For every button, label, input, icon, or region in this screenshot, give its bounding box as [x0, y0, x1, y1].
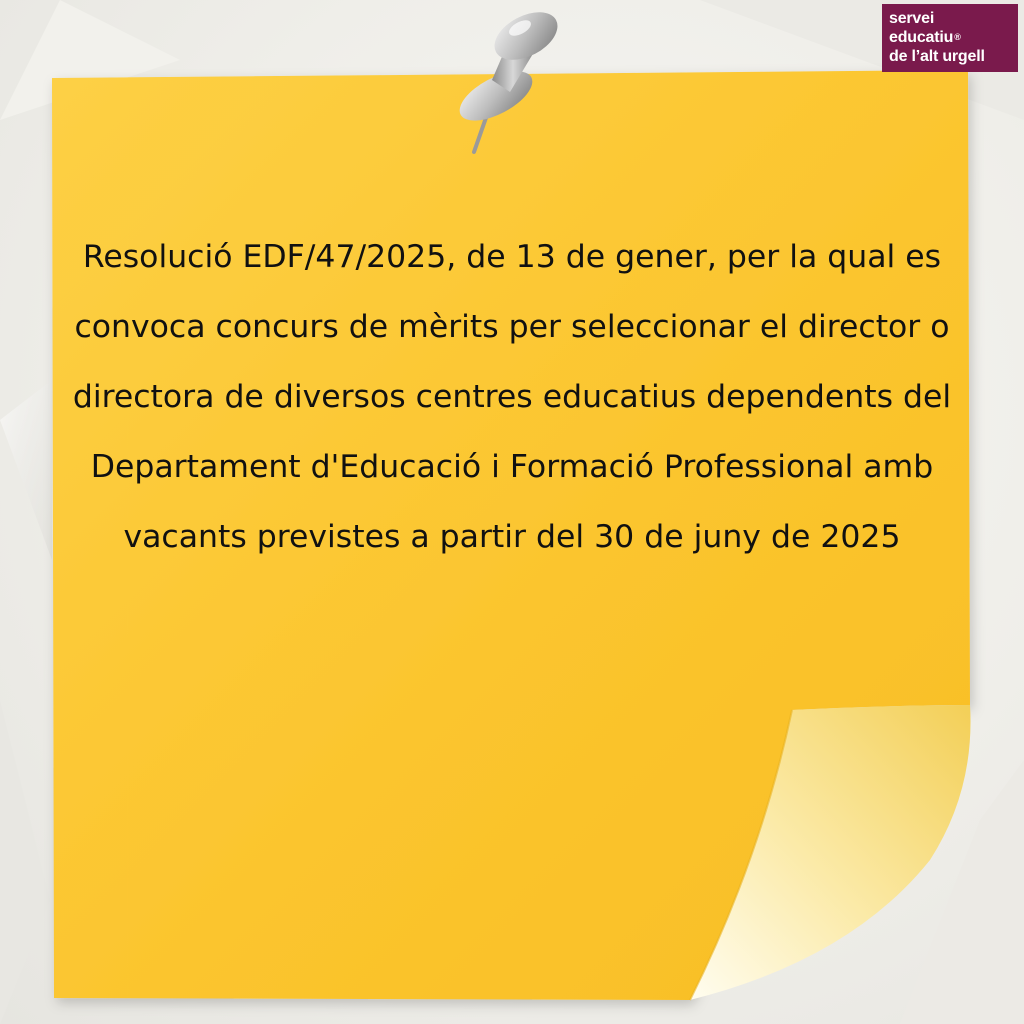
- logo-line-3: de l’alt urgell: [889, 48, 985, 65]
- logo-line-1: servei: [889, 10, 935, 27]
- servei-educatiu-logo: [882, 4, 1018, 72]
- logo-line-2: [889, 28, 1012, 47]
- registered-mark-icon: ®: [954, 32, 961, 42]
- push-pin-icon: [430, 0, 580, 160]
- resolution-text: Resolució EDF/47/2025, de 13 de gener, per la qual es convoca concurs de mèrits per seleccionar el director o directora de diversos centres educatius dependents del Departament d'Educació i Formació Professional amb vacants previstes a partir del 30 de juny de 2025: [72, 239, 952, 555]
- logo-line-2-text: educatiu: [889, 29, 954, 46]
